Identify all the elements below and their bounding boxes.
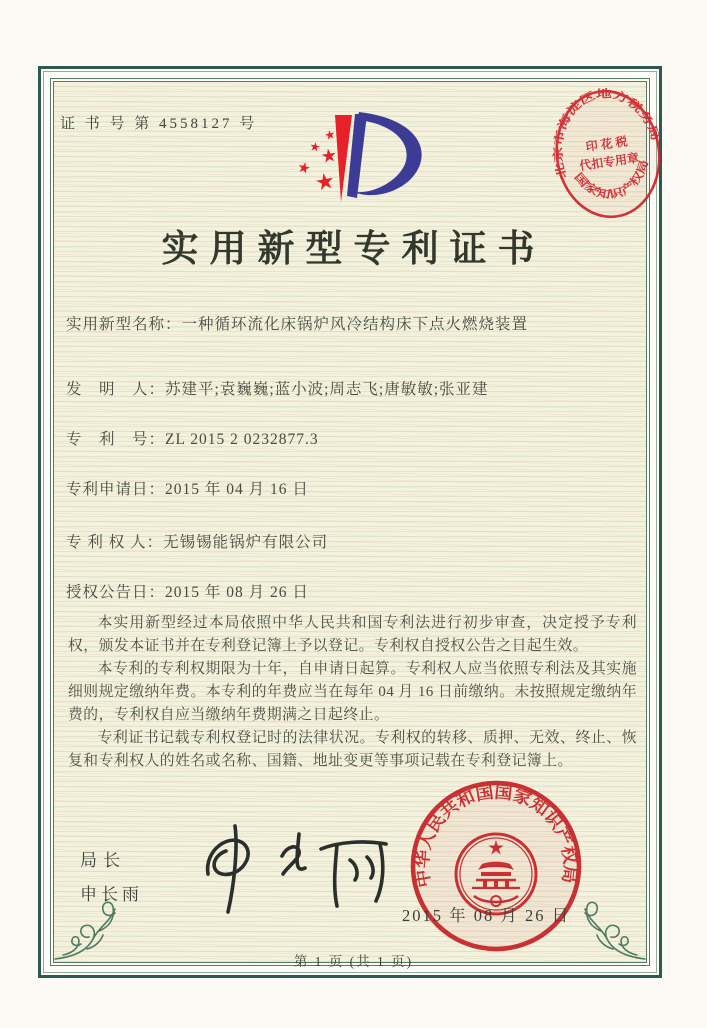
patent-office-logo-icon — [271, 106, 437, 214]
field-row-patent-name — [66, 312, 647, 334]
field-label: 专 利 权 人： — [66, 534, 164, 551]
director-name-label: 申长雨 — [80, 885, 143, 904]
tax-stamp-top-text: 北京市海淀区地方税务局 — [552, 88, 660, 180]
logo-stars — [297, 129, 337, 191]
field-value: 2015 年 08 月 26 日 — [165, 584, 309, 601]
legal-paragraph: 本实用新型经过本局依照中华人民共和国专利法进行初步审查，决定授予专利权，颁发本证书并在专利登记簿上予以登记。专利权自授权公告之日起生效。 — [68, 615, 637, 654]
field-value: ZL 2015 2 0232877.3 — [165, 431, 319, 448]
field-row-patent-number — [66, 427, 647, 449]
legal-paragraph: 本专利的专利权期限为十年，自申请日起算。专利权人应当依照专利法及其实施细则规定缴纳年费。本专利的年费应当在每年 04 月 16 日前缴纳。未按照规定缴纳年费的，专利权自应当缴纳年费期满之日起终止。 — [68, 661, 637, 723]
field-label: 授权公告日： — [66, 584, 166, 601]
tax-stamp-center-line2: 代扣专用章 — [578, 150, 640, 174]
certificate-number: 证 书 号 第 4558127 号 — [60, 116, 258, 132]
field-value: 无锡锡能锅炉有限公司 — [163, 534, 329, 551]
field-value: 一种循环流化床锅炉风冷结构床下点火燃烧装置 — [181, 316, 529, 333]
legal-paragraph: 专利证书记载专利权登记时的法律状况。专利权的转移、质押、无效、终止、恢复和专利权人的姓名或名称、国籍、地址变更等事项记载在专利登记簿上。 — [68, 730, 637, 769]
tax-stamp-seal-icon — [546, 76, 670, 232]
logo-p-shape — [347, 112, 422, 198]
field-row-filing-date — [66, 477, 647, 499]
field-label: 专 利 号： — [66, 431, 166, 448]
tax-stamp-bottom-text: 国家知识产权局 — [571, 161, 651, 202]
official-seal-icon — [406, 776, 586, 956]
page-number: 第 1 页 (共 1 页) — [293, 954, 414, 969]
seal-agency-text: 中华人民共和国国家知识产权局 — [412, 782, 580, 889]
field-label: 发 明 人： — [66, 381, 166, 398]
field-label: 实用新型名称： — [66, 316, 182, 333]
field-row-patentee — [66, 530, 647, 552]
field-row-grant-date — [66, 580, 647, 602]
grant-date-stamp: 2015 年 08 月 26 日 — [402, 906, 571, 925]
field-label: 专利申请日： — [66, 481, 166, 498]
field-row-inventors — [66, 377, 647, 399]
tax-stamp-center-line1: 印 花 税 — [584, 134, 629, 154]
field-value: 苏建平;袁巍巍;蓝小波;周志飞;唐敏敏;张亚建 — [165, 381, 489, 398]
director-title-label: 局长 — [80, 851, 126, 870]
legal-text-block — [68, 612, 637, 773]
director-signature-icon — [186, 816, 404, 924]
field-value: 2015 年 04 月 16 日 — [165, 481, 309, 498]
certificate-title: 实用新型专利证书 — [161, 229, 546, 270]
